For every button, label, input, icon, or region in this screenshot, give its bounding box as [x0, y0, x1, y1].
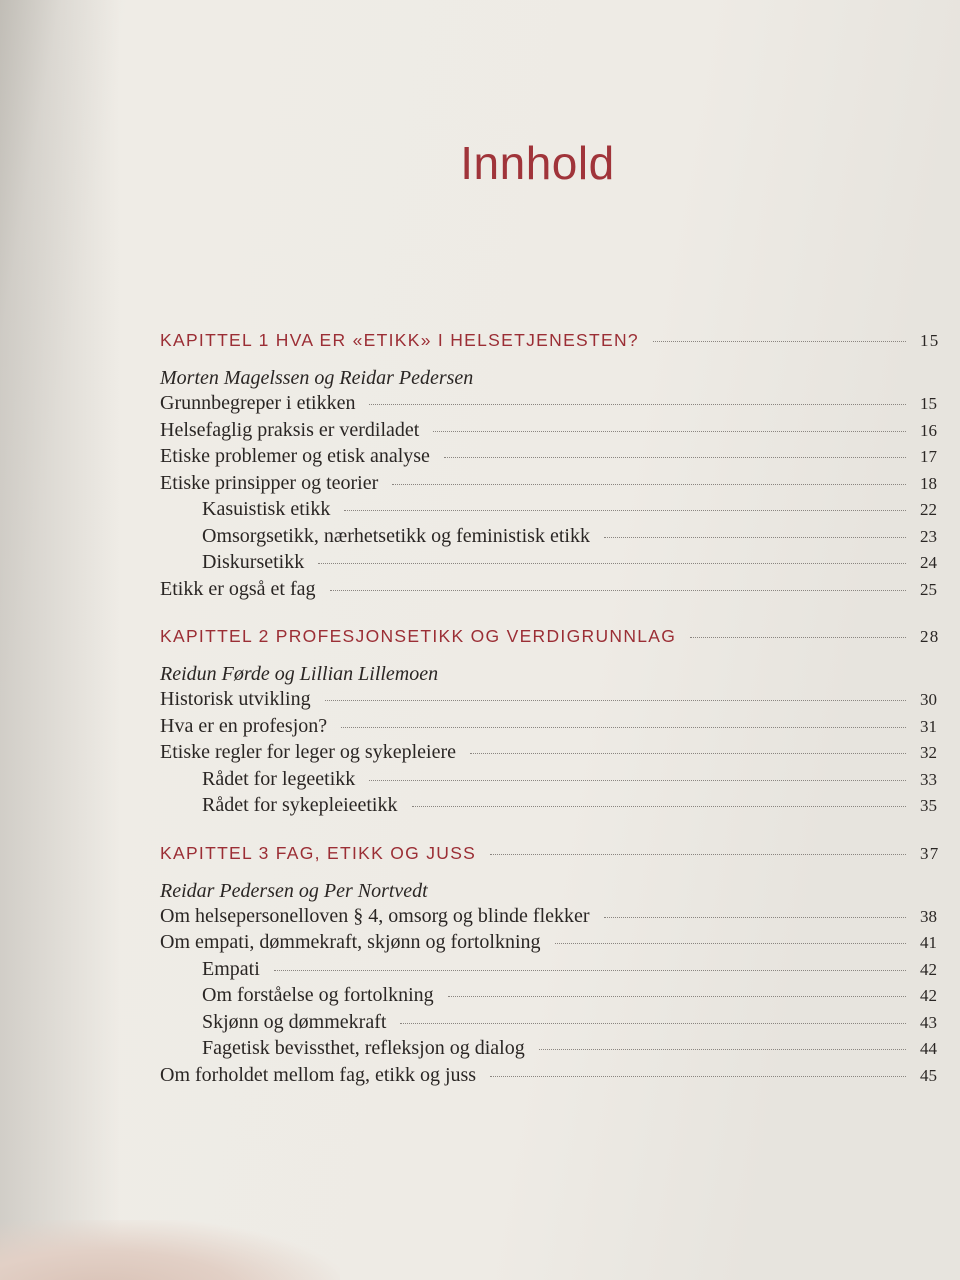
toc-subentry: [160, 958, 960, 985]
toc-subentry: [160, 525, 960, 552]
toc-entry: [160, 419, 960, 446]
toc-entry-page: 22: [920, 500, 937, 519]
toc-entry: [160, 741, 960, 768]
toc-entry: [160, 715, 960, 742]
toc-entry: [160, 392, 960, 419]
gutter-shadow: [0, 0, 120, 1280]
chapter-3: [160, 843, 960, 1091]
dot-leader: [341, 727, 906, 728]
toc-entry-label: Omsorgsetikk, nærhetsetikk og feministisk etikk: [202, 524, 590, 547]
toc-entry-page: 32: [920, 743, 937, 762]
toc-entry-page: 44: [920, 1039, 937, 1058]
toc-entry-label: Skjønn og dømmekraft: [202, 1010, 387, 1033]
toc-entry-page: 43: [920, 1012, 937, 1032]
toc-entry: [160, 688, 960, 715]
dot-leader: [470, 753, 906, 754]
dot-leader: [392, 484, 906, 485]
chapter-page-number: 28: [920, 627, 940, 646]
toc-subentry: [160, 551, 960, 578]
toc-entry-label: Om helsepersonelloven § 4, omsorg og blinde flekker: [160, 904, 590, 927]
toc-subentry: [160, 1037, 960, 1064]
toc-entry-page: 31: [920, 716, 937, 736]
dot-leader: [604, 537, 906, 538]
chapter-authors: Reidun Førde og Lillian Lillemoen: [160, 663, 439, 685]
finger-shadow: [0, 1220, 340, 1280]
toc-entry-page: 42: [920, 986, 937, 1005]
chapter-heading-label: KAPITTEL 3 FAG, ETIKK OG JUSS: [160, 842, 477, 863]
dot-leader: [555, 943, 907, 944]
toc-entry: [160, 472, 960, 499]
toc-entry-page: 41: [920, 933, 937, 952]
toc-entry-label: Helsefaglig praksis er verdiladet: [160, 418, 420, 441]
chapter-2: [160, 626, 960, 821]
toc-entry-label: Diskursetikk: [202, 551, 305, 573]
toc-entry-page: 24: [920, 553, 937, 572]
toc-entry-label: Historisk utvikling: [160, 688, 311, 710]
toc-entry-label: Om empati, dømmekraft, skjønn og fortolkning: [160, 931, 541, 953]
toc-entry-label: Etiske regler for leger og sykepleiere: [160, 741, 456, 763]
dot-leader: [330, 590, 907, 591]
toc-entry-label: Rådet for legeetikk: [202, 767, 356, 790]
chapter-page-number: 15: [920, 331, 940, 350]
dot-leader: [344, 510, 906, 511]
toc-entry-label: Etiske prinsipper og teorier: [160, 471, 379, 494]
toc-entry-page: 16: [920, 420, 937, 440]
dot-leader: [274, 970, 906, 971]
chapter-page-number: 37: [920, 843, 940, 863]
toc-entry-page: 15: [920, 394, 937, 413]
toc-entry-label: Om forholdet mellom fag, etikk og juss: [160, 1063, 477, 1086]
chapter-authors: Morten Magelssen og Reidar Pedersen: [160, 367, 474, 389]
dot-leader: [490, 1076, 906, 1077]
toc-entry-page: 42: [920, 959, 937, 979]
dot-leader: [369, 780, 906, 781]
toc-entry-page: 17: [920, 447, 937, 466]
chapter-heading: [160, 626, 960, 660]
dot-leader: [325, 700, 906, 701]
toc-subentry: [160, 768, 960, 795]
dot-leader: [653, 341, 906, 342]
toc-entry-page: 33: [920, 769, 937, 789]
chapter-heading-label: KAPITTEL 1 HVA ER «ETIKK» I HELSETJENESTEN?: [160, 330, 639, 350]
dot-leader: [369, 404, 906, 405]
toc-entry: [160, 445, 960, 472]
toc-entry: [160, 1064, 960, 1091]
dot-leader: [444, 457, 906, 458]
toc-entry: [160, 905, 960, 932]
toc-subentry: [160, 1011, 960, 1038]
table-of-contents: [160, 330, 960, 1112]
dot-leader: [433, 431, 906, 432]
chapter-authors: Reidar Pedersen og Per Nortvedt: [160, 879, 428, 902]
toc-entry-label: Hva er en profesjon?: [160, 714, 328, 737]
dot-leader: [412, 806, 907, 807]
toc-subentry: [160, 984, 960, 1011]
toc-entry-page: 45: [920, 1065, 937, 1085]
toc-entry-page: 18: [920, 473, 937, 493]
toc-entry-page: 38: [920, 906, 937, 926]
dot-leader: [539, 1049, 906, 1050]
toc-entry-label: Kasuistisk etikk: [202, 498, 331, 520]
toc-entry: [160, 931, 960, 958]
toc-entry-label: Grunnbegreper i etikken: [160, 392, 356, 414]
dot-leader: [448, 996, 906, 997]
chapter-heading-label: KAPITTEL 2 PROFESJONSETIKK OG VERDIGRUNNLAG: [160, 626, 677, 646]
toc-entry-label: Empati: [202, 957, 260, 980]
toc-entry-label: Fagetisk bevissthet, refleksjon og dialog: [202, 1037, 525, 1059]
dot-leader: [400, 1023, 906, 1024]
chapter-1: [160, 330, 960, 604]
toc-entry-label: Rådet for sykepleieetikk: [202, 794, 398, 816]
toc-entry-page: 30: [920, 690, 937, 709]
toc-entry-page: 23: [920, 526, 937, 546]
toc-entry-label: Etiske problemer og etisk analyse: [160, 445, 430, 467]
dot-leader: [604, 917, 906, 918]
dot-leader: [318, 563, 906, 564]
toc-entry-page: 35: [920, 796, 937, 815]
chapter-heading: [160, 330, 960, 364]
dot-leader: [690, 637, 906, 638]
chapter-heading: [160, 843, 960, 877]
toc-entry-label: Om forståelse og fortolkning: [202, 984, 434, 1006]
toc-entry-label: Etikk er også et fag: [160, 577, 316, 600]
page-title: Innhold: [460, 137, 615, 189]
dot-leader: [490, 854, 906, 855]
toc-entry: [160, 578, 960, 605]
toc-entry-page: 25: [920, 579, 937, 599]
toc-subentry: [160, 498, 960, 525]
toc-subentry: [160, 794, 960, 821]
